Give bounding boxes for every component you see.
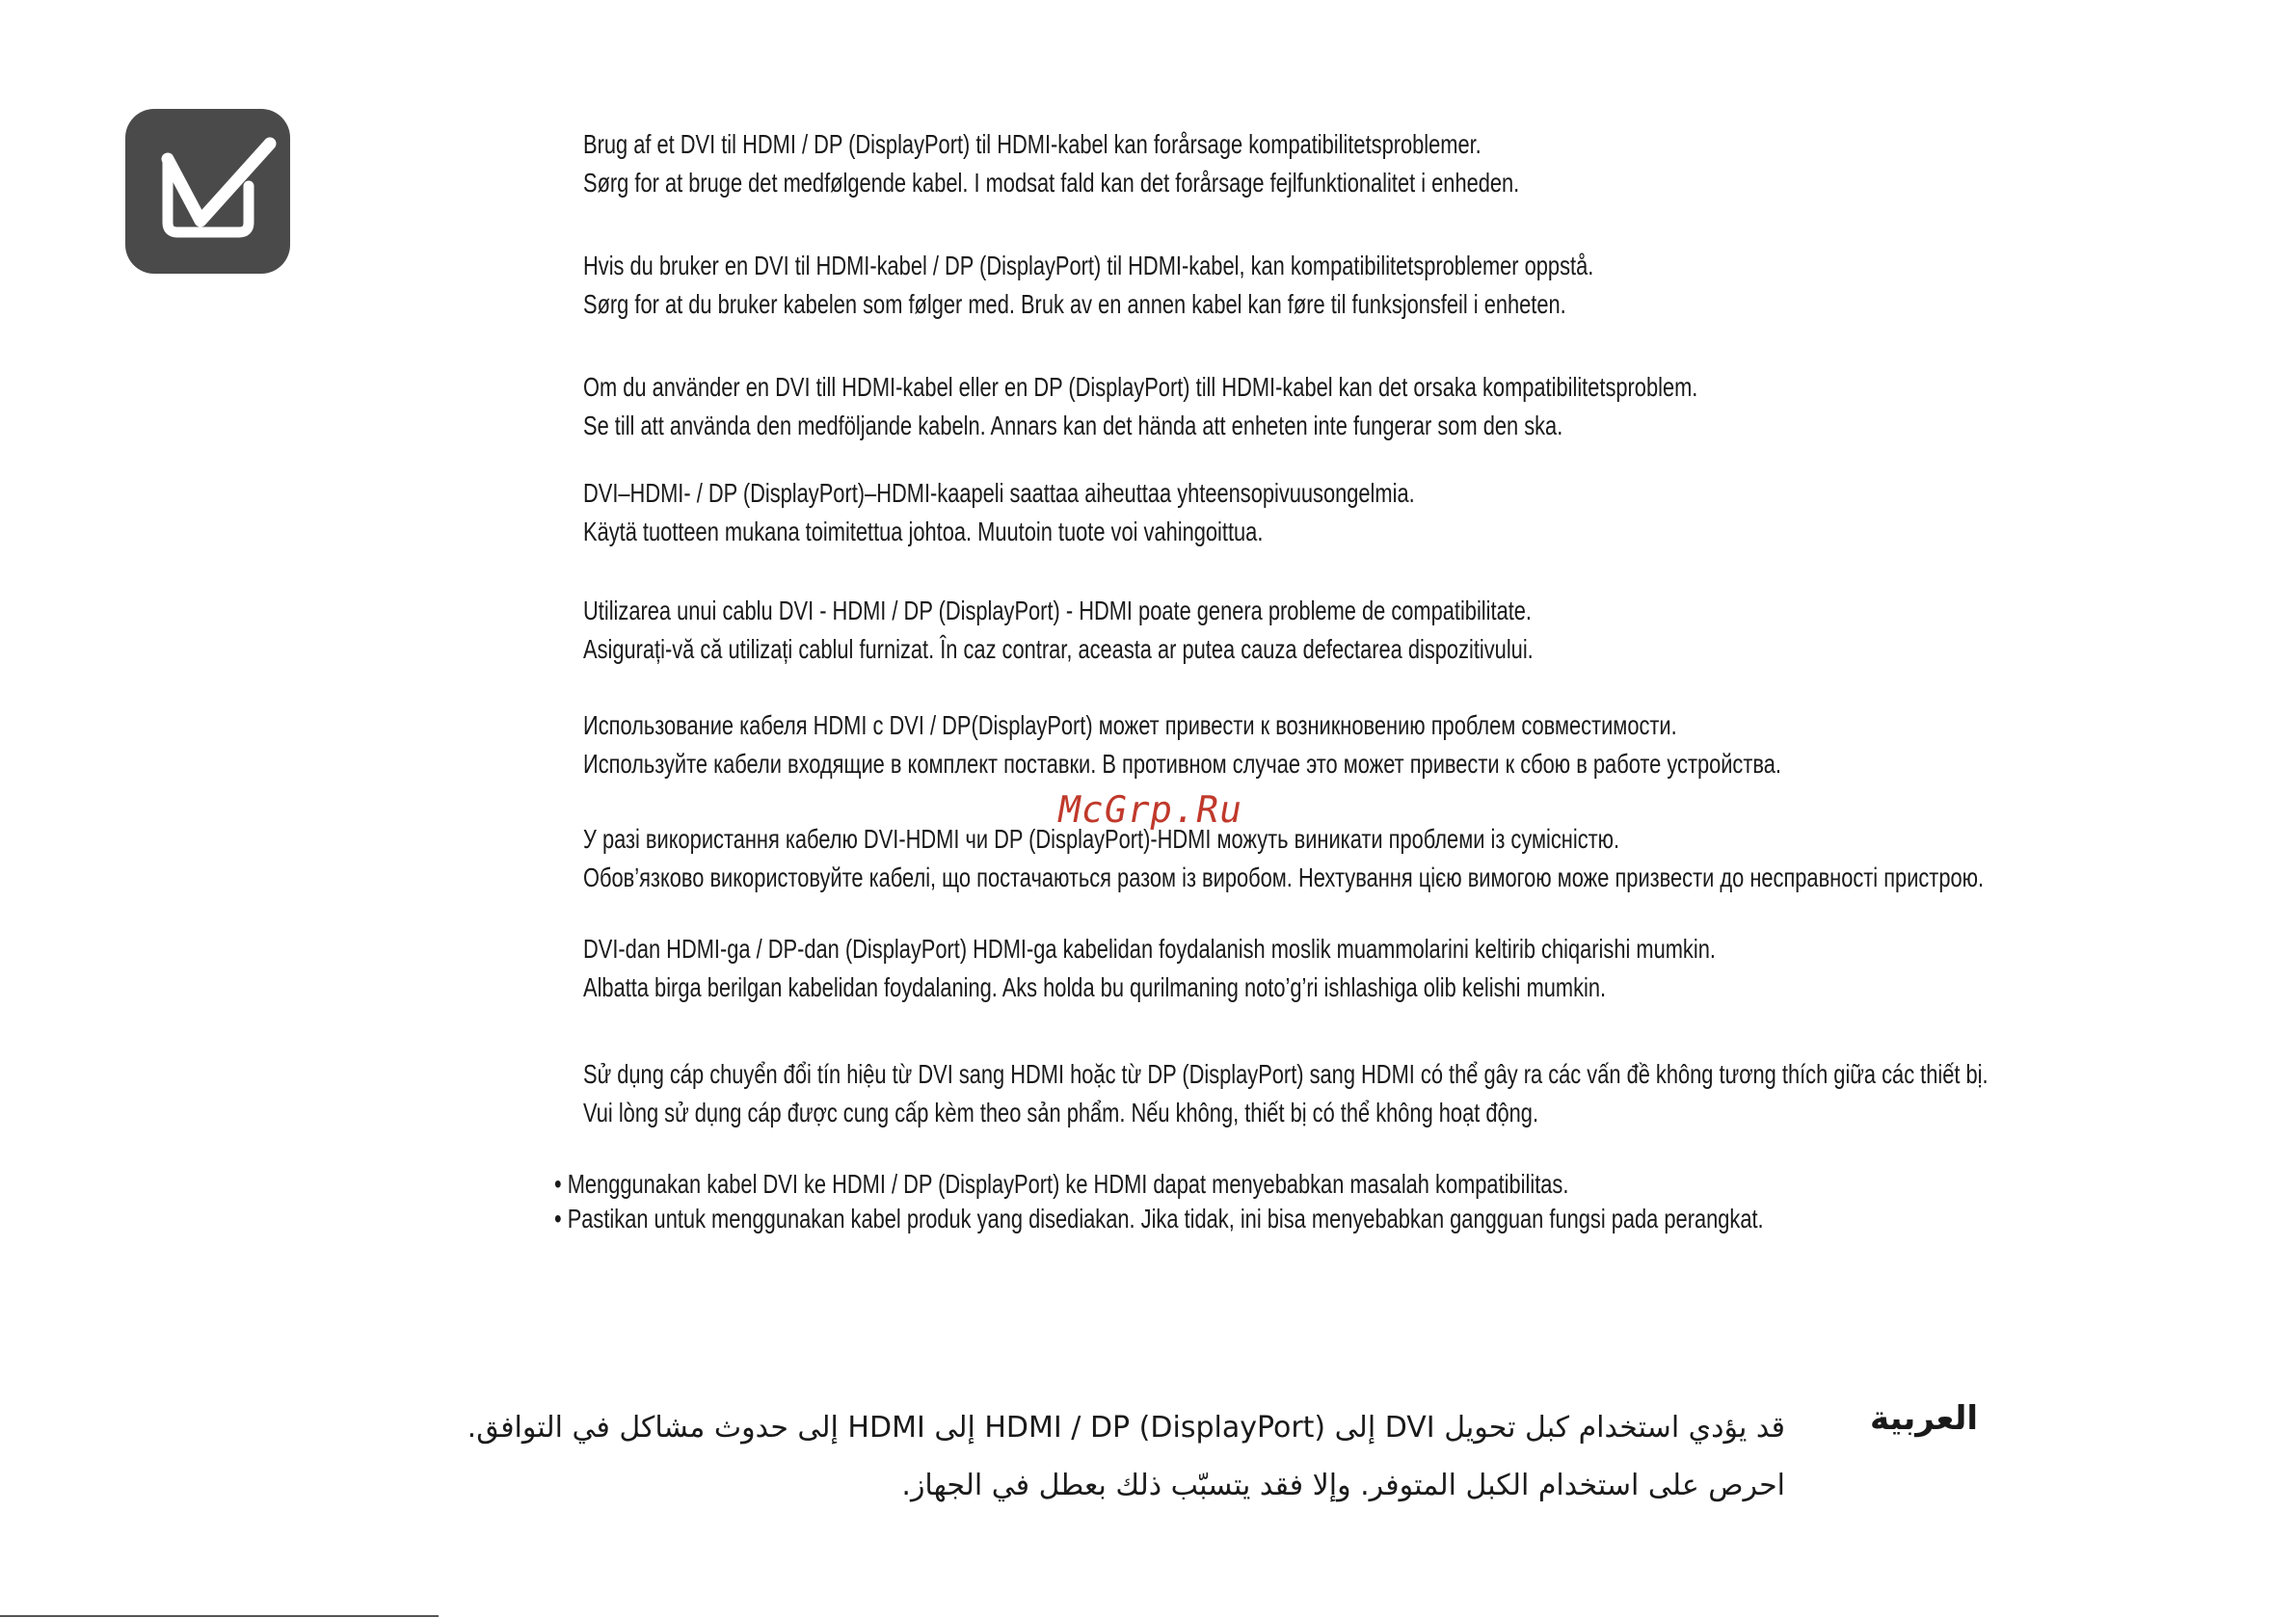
notice-paragraph-ro [583, 592, 1534, 669]
arabic-language-label: العربية [1869, 1399, 1978, 1438]
notice-line: احرص على استخدام الكبل المتوفر. وإلا فقد يتسبّب ذلك بعطل في الجهاز. [901, 1469, 1785, 1502]
notice-line: Se till att använda den medföljande kabeln. Annars kan det hända att enheten inte fungerar som den ska. [583, 411, 1563, 440]
notice-paragraph-da [583, 125, 1519, 202]
notice-line: Brug af et DVI til HDMI / DP (DisplayPort) til HDMI-kabel kan forårsage kompatibilitetsproblemer. [583, 129, 1482, 159]
notice-line: Sørg for at du bruker kabelen som følger med. Bruk av en annen kabel kan føre til funksjonsfeil i enheten. [583, 289, 1566, 319]
notice-line: Sørg for at bruge det medfølgende kabel. I modsat fald kan det forårsage fejlfunktionalitet i enheden. [583, 168, 1520, 198]
footer-divider [0, 1615, 439, 1617]
notice-paragraph-fi [583, 474, 1415, 551]
notice-line: Vui lòng sử dụng cáp được cung cấp kèm theo sản phẩm. Nếu không, thiết bị có thể không hoạt động. [583, 1098, 1539, 1127]
notice-paragraph-vi [583, 1055, 1989, 1132]
notice-line: DVI–HDMI- / DP (DisplayPort)–HDMI-kaapeli saattaa aiheuttaa yhteensopivuusongelmia. [583, 478, 1415, 508]
notice-line: Käytä tuotteen mukana toimitettua johtoa. Muutoin tuote voi vahingoittua. [583, 517, 1264, 546]
notice-line: Используйте кабели входящие в комплект поставки. В противном случае это может привести к сбою в работе устройства. [583, 749, 1781, 779]
checkmark-icon [125, 109, 290, 274]
notice-line: Sử dụng cáp chuyển đổi tín hiệu từ DVI sang HDMI hoặc từ DP (DisplayPort) sang HDMI có thể gây ra các vấn đề không tương thích giữa các thiết bị. [583, 1059, 1989, 1089]
bullet-item: • Menggunakan kabel DVI ke HDMI / DP (DisplayPort) ke HDMI dapat menyebabkan masalah kompatibilitas. [554, 1167, 1764, 1202]
notice-paragraph-uz [583, 930, 1716, 1007]
arabic-notice [467, 1399, 1785, 1515]
notice-line: Albatta birga berilgan kabelidan foydalaning. Aks holda bu qurilmaning noto’g’ri ishlashiga olib kelishi mumkin. [583, 972, 1607, 1002]
notice-line: Om du använder en DVI till HDMI-kabel eller en DP (DisplayPort) till HDMI-kabel kan det orsaka kompatibilitetsproblem. [583, 372, 1698, 402]
notice-line: Обов’язково використовуйте кабелі, що постачаються разом із виробом. Нехтування цією вимогою може призвести до несправності пристрою. [583, 862, 1985, 892]
notice-line: Asigurați-vă că utilizați cablul furnizat. În caz contrar, aceasta ar putea cauza defectarea dispozitivului. [583, 634, 1534, 664]
notice-line: DVI-dan HDMI-ga / DP-dan (DisplayPort) HDMI-ga kabelidan foydalanish moslik muammolarini keltirib chiqarishi mumkin. [583, 934, 1716, 964]
notice-line: У разі використання кабелю DVI-HDMI чи DP (DisplayPort)-HDMI можуть виникати проблеми із сумісністю. [583, 824, 1620, 854]
notice-line: Hvis du bruker en DVI til HDMI-kabel / DP (DisplayPort) til HDMI-kabel, kan kompatibilitetsproblemer oppstå. [583, 251, 1594, 280]
notice-line: Utilizarea unui cablu DVI - HDMI / DP (DisplayPort) - HDMI poate genera probleme de compatibilitate. [583, 596, 1533, 625]
notice-paragraph-ru [583, 706, 1781, 783]
notice-paragraph-uk [583, 820, 1984, 897]
notice-line: قد يؤدي استخدام كبل تحويل DVI إلى HDMI / DP (DisplayPort) إلى HDMI إلى حدوث مشاكل في التوافق. [467, 1411, 1785, 1445]
watermark: McGrp.Ru [1055, 788, 1246, 831]
notice-line: Использование кабеля HDMI с DVI / DP(DisplayPort) может привести к возникновению проблем совместимости. [583, 710, 1677, 740]
notice-paragraph-sv [583, 368, 1697, 445]
bullet-list-id [554, 1167, 1764, 1236]
bullet-item: • Pastikan untuk menggunakan kabel produk yang disediakan. Jika tidak, ini bisa menyebabkan gangguan fungsi pada perangkat. [554, 1202, 1764, 1236]
notice-paragraph-no [583, 247, 1593, 324]
